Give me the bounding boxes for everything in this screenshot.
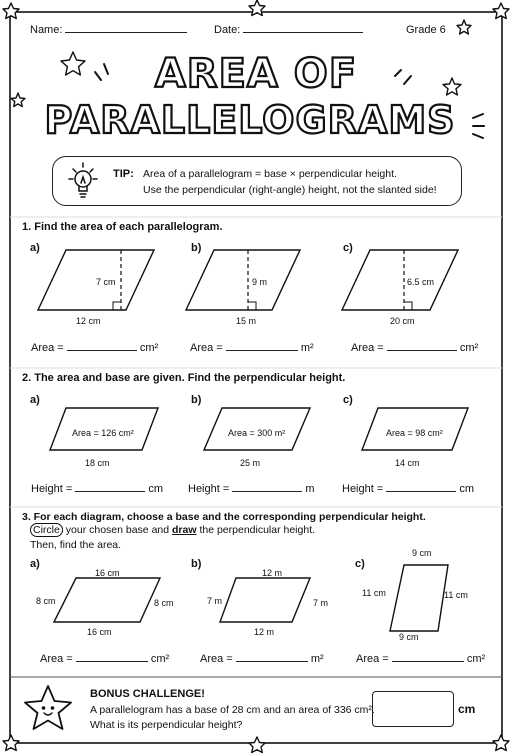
s3-c-right: 11 cm: [444, 590, 468, 600]
s3-c-top: 9 cm: [412, 548, 432, 558]
bonus-answer-box[interactable]: [372, 691, 454, 727]
s3-b-right: 7 m: [313, 598, 329, 608]
s3-c-answer: Area = cm²: [356, 653, 486, 665]
s2-c-base: 14 cm: [395, 458, 420, 468]
s3-a-letter: a): [30, 558, 40, 570]
s2-b-answer: Height = m: [188, 483, 315, 495]
s2-a-letter: a): [30, 394, 40, 406]
star-icon: [493, 735, 509, 751]
s1-b-base: 15 m: [236, 316, 257, 326]
s3-b-answer: Area = m²: [200, 653, 324, 665]
star-icon: [3, 3, 19, 19]
s2-c-answer-line[interactable]: [386, 491, 456, 492]
section1-heading: 1. Find the area of each parallelogram.: [22, 221, 223, 233]
parallelogram-3c: [390, 565, 448, 631]
s1-b-letter: b): [191, 242, 202, 254]
star-icon: [249, 0, 265, 16]
s3-a-right: 8 cm: [154, 598, 174, 608]
s2-b-area: Area = 300 m²: [228, 428, 286, 438]
s2-a-area: Area = 126 cm²: [72, 428, 134, 438]
star-icon: [457, 20, 471, 34]
section3-instructions: Circle your chosen base and draw the perpendicular height.: [30, 524, 315, 536]
s3-c-left: 11 cm: [362, 588, 386, 598]
tip-label: TIP:: [113, 168, 134, 180]
s1-c-height: 6.5 cm: [407, 277, 435, 287]
bonus-line-2: What is its perpendicular height?: [90, 719, 243, 731]
name-field: [30, 24, 187, 36]
s3-c-bottom: 9 cm: [399, 632, 419, 642]
s1-c-base: 20 cm: [390, 316, 415, 326]
s2-c-letter: c): [343, 394, 353, 406]
bonus-title: BONUS CHALLENGE!: [90, 688, 205, 700]
date-field: [214, 24, 363, 36]
name-label: Name:: [30, 24, 63, 36]
s3-a-left: 8 cm: [36, 596, 56, 606]
s3-b-top: 12 m: [262, 568, 283, 578]
s2-a-answer-line[interactable]: [75, 491, 145, 492]
s3-c-answer-line[interactable]: [392, 661, 464, 662]
tip-line-2: Use the perpendicular (right-angle) height, not the slanted side!: [143, 184, 437, 196]
s3-a-top: 16 cm: [95, 568, 120, 578]
s2-b-base: 25 m: [240, 458, 261, 468]
s1-a-letter: a): [30, 242, 40, 254]
s1-a-base: 12 cm: [76, 316, 101, 326]
circle-word: Circle: [30, 523, 63, 537]
parallelogram-3b: [220, 578, 310, 622]
s3-a-answer-line[interactable]: [76, 661, 148, 662]
s3-a-answer: Area = cm²: [40, 653, 170, 665]
s1-c-letter: c): [343, 242, 353, 254]
s2-c-area: Area = 98 cm²: [386, 428, 443, 438]
section3-heading: 3. For each diagram, choose a base and the corresponding perpendicular height.: [22, 511, 426, 523]
s1-a-answer: Area = cm²: [31, 342, 159, 354]
s3-b-letter: b): [191, 558, 202, 570]
s1-a-answer-line[interactable]: [67, 350, 137, 351]
s2-a-answer: Height = cm: [31, 483, 164, 495]
section2-heading: 2. The area and base are given. Find the perpendicular height.: [22, 372, 346, 384]
s3-b-answer-line[interactable]: [236, 661, 308, 662]
s3-b-bottom: 12 m: [254, 627, 275, 637]
tip-line-1: Area of a parallelogram = base × perpendicular height.: [143, 168, 397, 180]
parallelogram-3a: [54, 578, 160, 622]
s2-c-answer: Height = cm: [342, 483, 475, 495]
s3-a-bottom: 16 cm: [87, 627, 112, 637]
s3-b-left: 7 m: [207, 596, 223, 606]
grade-label: Grade 6: [406, 24, 446, 36]
lightbulb-icon: [65, 161, 101, 201]
s3-c-letter: c): [355, 558, 365, 570]
parallelogram-c: [342, 250, 458, 310]
star-icon: [3, 735, 19, 751]
s1-a-height: 7 cm: [96, 277, 116, 287]
star-mascot-icon: [20, 683, 76, 737]
date-input-line[interactable]: [243, 32, 363, 33]
parallelogram-b: [186, 250, 300, 310]
draw-word: draw: [172, 524, 197, 536]
section3-line3: Then, find the area.: [30, 539, 122, 551]
s1-b-answer-line[interactable]: [226, 350, 298, 351]
s1-c-answer: Area = cm²: [351, 342, 479, 354]
title-line-1: AREA OF: [154, 51, 358, 97]
s1-b-answer: Area = m²: [190, 342, 314, 354]
s2-b-answer-line[interactable]: [232, 491, 302, 492]
bonus-line-1: A parallelogram has a base of 28 cm and an area of 336 cm².: [90, 704, 375, 716]
star-icon: [493, 3, 509, 19]
star-icon: [249, 737, 265, 753]
s1-c-answer-line[interactable]: [387, 350, 457, 351]
date-label: Date:: [214, 24, 241, 36]
bonus-unit: cm: [458, 702, 476, 716]
s2-b-letter: b): [191, 394, 202, 406]
name-input-line[interactable]: [65, 32, 187, 33]
s1-b-height: 9 m: [252, 277, 268, 287]
title-line-2: PARALLELOGRAMS: [44, 98, 456, 142]
tip-box: [52, 156, 462, 206]
s2-a-base: 18 cm: [85, 458, 110, 468]
